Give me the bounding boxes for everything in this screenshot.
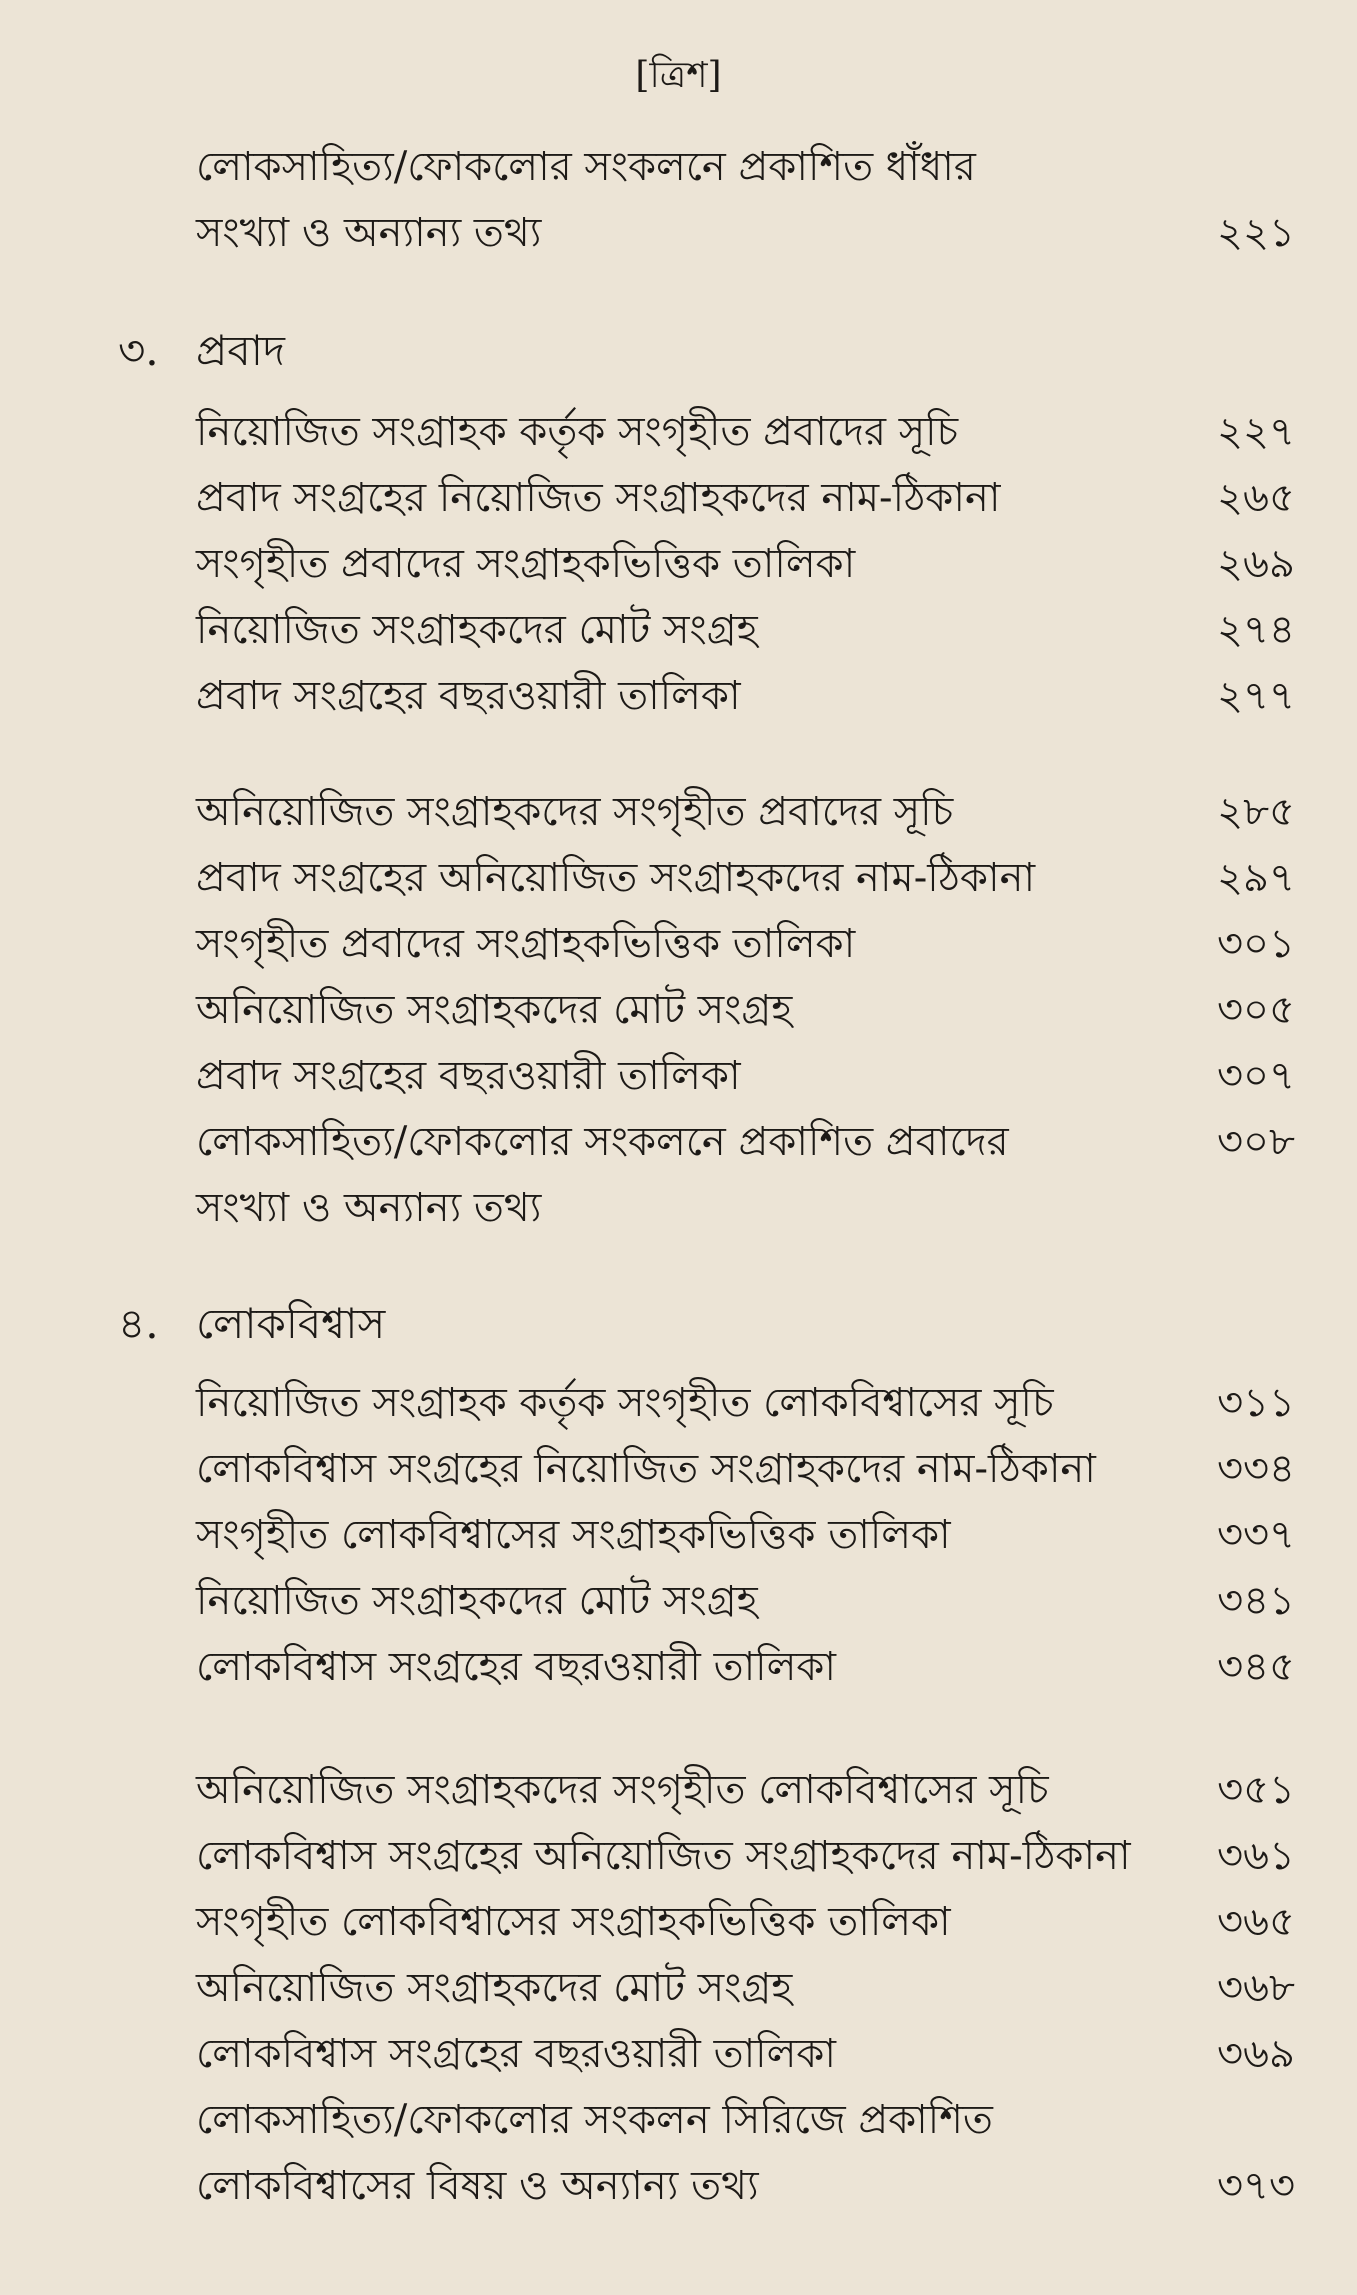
toc-entry — [196, 1109, 1295, 1175]
toc-entry — [196, 845, 1295, 911]
toc-entry-page: ৩৩৪ — [1217, 1446, 1295, 1492]
toc-entry-page: ৩৩৭ — [1216, 1512, 1295, 1558]
toc-entry-title: লোকবিশ্বাস সংগ্রহের নিয়োজিত সংগ্রাহকদের নাম-ঠিকানা — [196, 1446, 1096, 1492]
toc-entry-title: নিয়োজিত সংগ্রাহক কর্তৃক সংগৃহীত প্রবাদের সূচি — [196, 409, 959, 455]
section-heading — [118, 1291, 385, 1357]
toc-entry-page: ২৮৫ — [1217, 789, 1295, 835]
toc-entry — [196, 2153, 1295, 2219]
toc-entry — [196, 1757, 1295, 1823]
toc-entry — [196, 465, 1295, 531]
toc-entry-page: ৩৬৯ — [1217, 2031, 1295, 2077]
toc-entry — [196, 1436, 1295, 1502]
toc-entry-page: ৩৬১ — [1217, 1833, 1295, 1879]
toc-entry — [196, 531, 1295, 597]
toc-entry — [196, 911, 1295, 977]
toc-entry — [196, 1175, 1295, 1241]
toc-entry-page: ৩১১ — [1217, 1380, 1295, 1426]
toc-entry-title: সংগৃহীত লোকবিশ্বাসের সংগ্রাহকভিত্তিক তালিকা — [196, 1512, 951, 1558]
toc-entry-title: প্রবাদ সংগ্রহের নিয়োজিত সংগ্রাহকদের নাম-ঠিকানা — [196, 475, 1001, 521]
toc-entry — [196, 134, 1295, 200]
toc-entry-page: ২৭৭ — [1216, 673, 1295, 719]
toc-entry-page: ২৬৯ — [1217, 541, 1295, 587]
toc-entry-page: ৩৪১ — [1217, 1578, 1295, 1624]
toc-entry-page: ৩০১ — [1217, 921, 1295, 967]
toc-entry-title: অনিয়োজিত সংগ্রাহকদের সংগৃহীত লোকবিশ্বাসের সূচি — [196, 1767, 1049, 1813]
toc-entry-title: অনিয়োজিত সংগ্রাহকদের মোট সংগ্রহ — [196, 987, 793, 1033]
toc-entry-title: প্রবাদ সংগ্রহের বছরওয়ারী তালিকা — [196, 1053, 741, 1099]
toc-entry-page: ৩৪৫ — [1217, 1644, 1295, 1690]
toc-entry — [196, 1568, 1295, 1634]
toc-entry-page: ২৭৪ — [1217, 607, 1295, 653]
toc-entry-title: লোকবিশ্বাস সংগ্রহের অনিয়োজিত সংগ্রাহকদের নাম-ঠিকানা — [196, 1833, 1131, 1879]
toc-entry — [196, 1955, 1295, 2021]
toc-entry — [196, 779, 1295, 845]
toc-entry-title: লোকসাহিত্য/ফোকলোর সংকলনে প্রকাশিত ধাঁধার — [196, 144, 976, 190]
toc-entry-title: সংগৃহীত লোকবিশ্বাসের সংগ্রাহকভিত্তিক তালিকা — [196, 1899, 951, 1945]
toc-entry-title: লোকবিশ্বাস সংগ্রহের বছরওয়ারী তালিকা — [196, 1644, 837, 1690]
toc-entry — [196, 1889, 1295, 1955]
section-title: প্রবাদ — [196, 326, 285, 375]
toc-entry-title: সংখ্যা ও অন্যান্য তথ্য — [196, 1185, 542, 1231]
toc-entry-title: সংগৃহীত প্রবাদের সংগ্রাহকভিত্তিক তালিকা — [196, 541, 856, 587]
toc-entry-title: সংগৃহীত প্রবাদের সংগ্রাহকভিত্তিক তালিকা — [196, 921, 856, 967]
toc-entry-title: লোকসাহিত্য/ফোকলোর সংকলন সিরিজে প্রকাশিত — [196, 2097, 993, 2143]
section-title: লোকবিশ্বাস — [196, 1299, 386, 1348]
toc-entry-title: লোকবিশ্বাসের বিষয় ও অন্যান্য তথ্য — [196, 2163, 759, 2209]
toc-entry — [196, 977, 1295, 1043]
toc-entry — [196, 399, 1295, 465]
toc-entry — [196, 597, 1295, 663]
toc-entry — [196, 2087, 1295, 2153]
toc-entry-title: নিয়োজিত সংগ্রাহক কর্তৃক সংগৃহীত লোকবিশ্বাসের সূচি — [196, 1380, 1054, 1426]
toc-entry — [196, 1502, 1295, 1568]
toc-entry-page: ৩৬৫ — [1217, 1899, 1295, 1945]
toc-entry — [196, 1043, 1295, 1109]
toc-entry-title: নিয়োজিত সংগ্রাহকদের মোট সংগ্রহ — [196, 607, 758, 653]
toc-entry-title: প্রবাদ সংগ্রহের অনিয়োজিত সংগ্রাহকদের নাম-ঠিকানা — [196, 855, 1036, 901]
toc-entry-page: ২২১ — [1217, 210, 1295, 256]
toc-entry — [196, 200, 1295, 266]
toc-entry-title: প্রবাদ সংগ্রহের বছরওয়ারী তালিকা — [196, 673, 741, 719]
toc-entry — [196, 1370, 1295, 1436]
section-number: ৪. — [118, 1299, 159, 1348]
toc-entry-title: সংখ্যা ও অন্যান্য তথ্য — [196, 210, 542, 256]
toc-entry-title: অনিয়োজিত সংগ্রাহকদের মোট সংগ্রহ — [196, 1965, 793, 2011]
toc-entry-page: ২৯৭ — [1217, 855, 1295, 901]
toc-entry — [196, 1823, 1295, 1889]
toc-entry — [196, 663, 1295, 729]
toc-entry — [196, 2021, 1295, 2087]
toc-entry-title: অনিয়োজিত সংগ্রাহকদের সংগৃহীত প্রবাদের সূচি — [196, 789, 954, 835]
toc-entry-title: লোকবিশ্বাস সংগ্রহের বছরওয়ারী তালিকা — [196, 2031, 837, 2077]
toc-entry-title: নিয়োজিত সংগ্রাহকদের মোট সংগ্রহ — [196, 1578, 758, 1624]
toc-entry-page: ৩০৫ — [1217, 987, 1295, 1033]
toc-entry-page: ৩০৮ — [1217, 1119, 1295, 1165]
toc-entry-page: ২২৭ — [1216, 409, 1295, 455]
toc-entry-page: ২৬৫ — [1217, 475, 1295, 521]
section-heading — [118, 318, 285, 384]
toc-entry-title: লোকসাহিত্য/ফোকলোর সংকলনে প্রকাশিত প্রবাদের — [196, 1119, 1009, 1165]
toc-entry-page: ৩৭৩ — [1216, 2163, 1295, 2209]
section-number: ৩. — [118, 326, 159, 375]
page-header: [ত্রিশ] — [635, 55, 722, 96]
toc-entry-page: ৩৫১ — [1217, 1767, 1295, 1813]
toc-entry-page: ৩৬৮ — [1217, 1965, 1295, 2011]
toc-entry — [196, 1634, 1295, 1700]
toc-entry-page: ৩০৭ — [1216, 1053, 1295, 1099]
